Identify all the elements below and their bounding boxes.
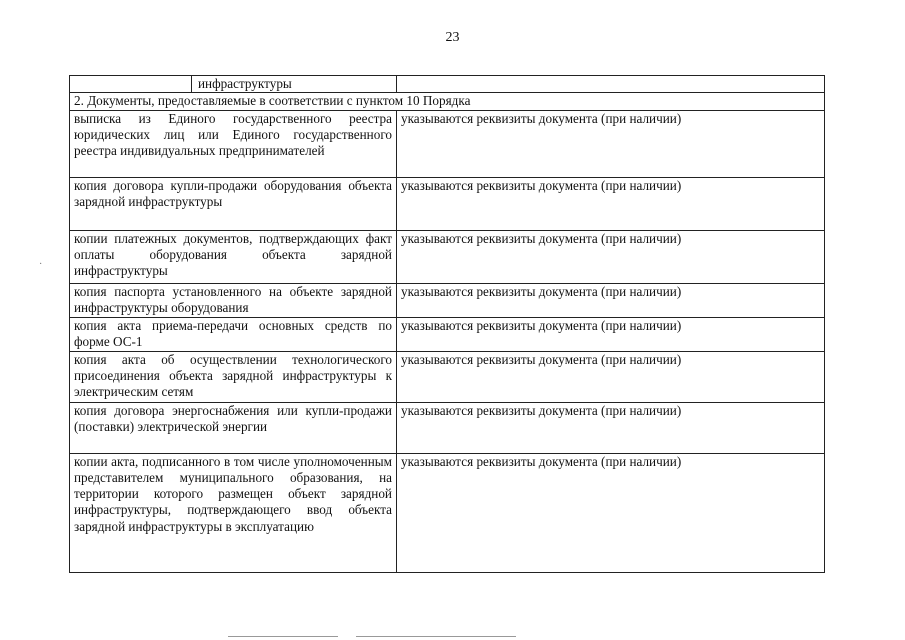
continued-row: [70, 76, 825, 93]
table-row: [70, 110, 825, 177]
requirement-cell: указываются реквизиты документа (при наличии): [397, 283, 825, 317]
footer-rule: [228, 636, 338, 637]
table-row: [70, 402, 825, 453]
document-cell: копия договора купли-продажи оборудования объекта зарядной инфраструктуры: [70, 177, 397, 230]
page-number: 23: [445, 30, 460, 45]
document-cell: копия паспорта установленного на объекте зарядной инфраструктуры оборудования: [70, 283, 397, 317]
table-row: [70, 283, 825, 317]
section-header: 2. Документы, предоставляемые в соответствии с пунктом 10 Порядка: [70, 93, 825, 110]
table-row: [70, 177, 825, 230]
requirement-cell: указываются реквизиты документа (при наличии): [397, 177, 825, 230]
requirement-cell: указываются реквизиты документа (при наличии): [397, 230, 825, 283]
table-row: [70, 453, 825, 572]
document-cell: копии платежных документов, подтверждающих факт оплаты оборудования объекта зарядной инфраструктуры: [70, 230, 397, 283]
document-cell: выписка из Единого государственного реестра юридических лиц или Единого государственного реестра индивидуальных предпринимателей: [70, 110, 397, 177]
document-cell: копия акта об осуществлении технологического присоединения объекта зарядной инфраструктуры к электрическим сетям: [70, 351, 397, 402]
footer-rule: [356, 636, 516, 637]
table-row: [70, 351, 825, 402]
documents-table: [69, 75, 825, 573]
requirement-cell: указываются реквизиты документа (при наличии): [397, 453, 825, 572]
stray-mark: ·: [39, 259, 43, 270]
document-cell: копия договора энергоснабжения или купли-продажи (поставки) электрической энергии: [70, 402, 397, 453]
continued-cell-text: инфраструктуры: [198, 76, 292, 91]
table-row: [70, 317, 825, 351]
section-header-row: [70, 93, 825, 110]
requirement-cell: указываются реквизиты документа (при наличии): [397, 110, 825, 177]
requirement-cell: указываются реквизиты документа (при наличии): [397, 351, 825, 402]
requirement-cell: указываются реквизиты документа (при наличии): [397, 317, 825, 351]
requirement-cell: указываются реквизиты документа (при наличии): [397, 402, 825, 453]
document-cell: копия акта приема-передачи основных средств по форме ОС-1: [70, 317, 397, 351]
document-cell: копии акта, подписанного в том числе уполномоченным представителем муниципального образования, на территории которого размещен объект зарядной инфраструктуры, подтверждающего ввод объекта зарядной инфраструктуры в эксплуатацию: [70, 453, 397, 572]
table-row: [70, 230, 825, 283]
